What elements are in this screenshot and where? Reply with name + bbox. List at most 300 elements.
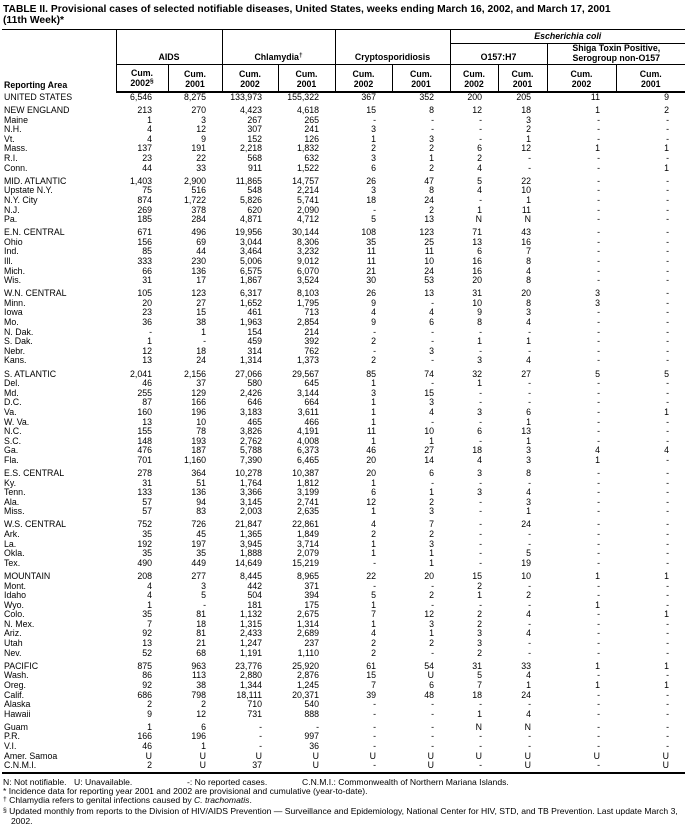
table-row [2,238,685,248]
value-cell: 731 [247,708,262,719]
value-cell: - [597,336,600,347]
value-cell: - [666,153,669,164]
value-cell: - [597,496,600,507]
value-cell: 1 [595,454,600,465]
value-cell: - [666,397,669,408]
value-cell: - [666,557,669,568]
value-cell: - [666,506,669,517]
value-cell: - [597,124,600,135]
value-cell: 4 [526,628,531,639]
value-cell: N [475,721,482,732]
value-cell: 2 [429,496,434,507]
value-cell: U [278,761,335,773]
value-cell: 8 [526,256,531,266]
value-cell: - [528,326,531,337]
value-cell: - [431,708,434,719]
area-cell: P.R. [4,731,20,742]
value-cell: - [431,731,434,742]
area-cell: Kans. [4,355,27,366]
value-cell: U [616,761,685,773]
table-row [2,408,685,418]
value-cell: 476 [137,445,152,456]
value-cell: 5 [201,590,206,601]
value-cell: 6 [429,317,434,328]
value-cell: 15 [366,105,376,116]
value-cell: 2 [477,580,482,591]
value-cell: 6 [371,162,376,173]
value-cell: 7 [371,679,376,690]
value-cell: 2,218 [239,143,262,154]
value-cell: 11 [521,204,531,215]
table-row [2,662,685,672]
value-cell: - [259,721,262,732]
value-cell: - [479,538,482,549]
value-cell: - [666,699,669,710]
value-cell: 192 [137,538,152,549]
value-cell: 1,403 [129,175,152,186]
value-cell: 2 [371,355,376,366]
table-row [2,488,685,498]
value-cell: 14,757 [292,175,319,186]
value-cell: 490 [137,557,152,568]
area-cell: N.Y. City [4,194,38,205]
value-cell: 392 [304,336,319,347]
value-cell: 46 [142,741,152,751]
value-cell: 9,012 [296,256,319,266]
value-cell: 2,041 [129,368,152,379]
value-cell: 160 [137,406,152,417]
value-cell: - [597,162,600,173]
value-cell: - [666,638,669,649]
value-cell: 1 [664,406,669,417]
table-row [2,299,685,309]
value-cell: 3 [429,618,434,629]
value-cell: 4 [526,265,531,276]
value-cell: 25,920 [292,660,319,671]
value-cell: 6,317 [239,288,262,299]
value-cell: 44 [196,246,206,257]
table-row [2,691,685,701]
value-cell: 6 [429,467,434,478]
value-cell: 1,522 [296,162,319,173]
value-cell: 2,426 [239,387,262,398]
area-cell: Vt. [4,133,15,144]
value-cell: 4 [147,590,152,601]
value-cell: 548 [247,185,262,196]
value-cell: 10 [521,185,531,196]
area-cell: Ala. [4,496,20,507]
value-cell: - [259,741,262,751]
value-cell: 752 [137,519,152,530]
value-cell: 237 [304,638,319,649]
value-cell: 1 [664,609,669,620]
value-cell: 14 [424,454,434,465]
value-cell: 265 [304,114,319,125]
value-cell: 1,110 [297,647,319,658]
value-cell: - [316,721,319,732]
value-cell: 1,867 [239,275,262,286]
value-cell: 241 [304,124,319,135]
area-cell: V.I. [4,741,17,751]
value-cell: 1 [477,336,482,347]
value-cell: 4,191 [296,426,319,437]
value-cell: - [479,599,482,610]
value-cell: - [479,548,482,559]
value-cell: 3 [526,307,531,318]
value-cell: 5,788 [239,445,262,456]
value-cell: - [666,548,669,559]
value-cell: 504 [247,590,262,601]
value-cell: 26 [366,288,376,299]
group-header-o157h7: O157:H7 [450,44,547,65]
value-cell: - [528,638,531,649]
value-cell: - [528,699,531,710]
value-cell: 18 [196,618,206,629]
value-cell: 31 [142,275,152,286]
value-cell: 57 [142,506,152,517]
value-cell: 18 [521,105,531,116]
value-cell: 44 [142,162,152,173]
area-cell: Upstate N.Y. [4,185,53,196]
cum-header-cell: Cum. 2001 [278,65,335,93]
value-cell: 81 [196,609,206,620]
value-cell: 24 [521,519,531,530]
value-cell: 87 [142,397,152,408]
value-cell: - [479,496,482,507]
table-row [2,206,685,216]
value-cell: 191 [191,143,206,154]
value-cell: 6 [477,143,482,154]
table-row [2,379,685,389]
value-cell: 2 [371,647,376,658]
value-cell: - [528,580,531,591]
value-cell: - [528,599,531,610]
value-cell: 12 [472,105,482,116]
value-cell: 3,611 [297,406,319,417]
value-cell: 78 [196,426,206,437]
value-cell: 465 [247,416,262,427]
value-cell: - [479,194,482,205]
value-cell: 9 [201,133,206,144]
value-cell: - [528,378,531,389]
value-cell: 8,965 [296,570,319,581]
value-cell: - [597,435,600,446]
value-cell: 1 [595,679,600,690]
table-row [2,710,685,720]
value-cell: 1 [664,679,669,690]
value-cell: 196 [191,406,206,417]
value-cell: 1,652 [239,297,262,308]
value-cell: 1 [429,628,434,639]
area-cell: Ohio [4,236,23,247]
value-cell: - [597,175,600,186]
table-row [2,247,685,257]
value-cell: 18 [366,194,376,205]
value-cell: - [528,618,531,629]
value-cell: 1 [477,378,482,389]
value-cell: 580 [247,378,262,389]
value-cell: 11,865 [235,175,262,186]
value-cell: 267 [247,114,262,125]
header-spacer-aids [116,30,222,44]
value-cell: 105 [137,288,152,299]
value-cell: 15 [196,307,206,318]
table-row [2,507,685,517]
value-cell: 185 [137,214,152,225]
value-cell: 19 [521,557,531,568]
legend-no-reported-cases: -: No reported cases. [187,776,268,787]
value-cell: 540 [304,699,319,710]
value-cell: 37 [222,761,278,773]
value-cell: 6 [477,426,482,437]
value-cell: 20 [424,570,434,581]
value-cell: 35 [142,609,152,620]
value-cell: 2,880 [239,670,262,681]
value-cell: 3 [371,153,376,164]
cum-header-cell: Cum. 2002§ [116,65,168,93]
value-cell: 3 [429,133,434,144]
value-cell: - [479,416,482,427]
value-cell: 1 [595,660,600,671]
area-cell: W.S. CENTRAL [4,519,67,530]
footnote-star: * Incidence data for reporting year 2001 and 2002 are provisional and cumulative (year-to-date). [3,785,368,796]
value-cell: 208 [137,570,152,581]
value-cell: 21,847 [235,519,262,530]
value-cell: - [373,345,376,356]
value-cell: - [528,647,531,658]
value-cell: 39 [366,689,376,700]
value-cell: 394 [304,590,319,601]
value-cell: - [666,175,669,186]
value-cell: 1,722 [183,194,206,205]
value-cell: 645 [304,378,319,389]
value-cell: 12 [142,345,152,356]
value-cell: 197 [191,538,206,549]
value-cell: - [597,487,600,498]
value-cell: 5 [595,368,600,379]
table-row [2,629,685,639]
value-cell: 46 [366,445,376,456]
value-cell: 123 [191,288,206,299]
value-cell: - [666,378,669,389]
area-cell: W.N. CENTRAL [4,288,67,299]
value-cell: - [666,256,669,266]
value-cell: - [597,345,600,356]
value-cell: - [597,580,600,591]
value-cell: 10 [472,297,482,308]
value-cell: 6 [526,406,531,417]
area-cell: Miss. [4,506,25,517]
value-cell: - [431,124,434,135]
value-cell: 155,322 [287,92,319,102]
value-cell: 2,635 [296,506,319,517]
area-cell: Hawaii [4,708,31,719]
value-cell: - [431,378,434,389]
value-cell: 664 [304,397,319,408]
value-cell: 3 [477,487,482,498]
value-cell: 1 [595,143,600,154]
value-cell: - [479,731,482,742]
value-cell: 1,832 [296,143,319,154]
value-cell: - [597,236,600,247]
value-cell: 23 [142,307,152,318]
value-cell: 6 [429,679,434,690]
area-cell: Mich. [4,265,26,276]
value-cell: N [524,721,531,732]
table-row [2,276,685,286]
table-row [2,572,685,582]
value-cell: 646 [247,397,262,408]
value-cell: - [597,467,600,478]
value-cell: 2 [429,162,434,173]
value-cell: - [597,699,600,710]
value-cell: 8 [429,185,434,196]
value-cell: - [597,529,600,540]
value-cell: 713 [304,307,319,318]
value-cell: - [528,162,531,173]
value-cell: U [312,750,319,761]
value-cell: - [666,288,669,299]
value-cell: 7 [147,618,152,629]
value-cell: 27,066 [235,368,262,379]
value-cell: U [498,761,547,773]
value-cell: - [666,355,669,366]
value-cell: - [259,731,262,742]
value-cell: - [431,416,434,427]
value-cell: - [597,227,600,238]
value-cell: 3 [595,288,600,299]
value-cell: 3,145 [239,496,262,507]
area-cell: S.C. [4,435,22,446]
value-cell: 2 [371,143,376,154]
value-cell: 1 [526,416,531,427]
area-cell: NEW ENGLAND [4,105,70,116]
value-cell: 2,675 [296,609,319,620]
value-cell: - [597,721,600,732]
value-cell: - [431,297,434,308]
value-cell: 29,567 [292,368,319,379]
value-cell: 213 [137,105,152,116]
value-cell: 710 [247,699,262,710]
value-cell: 5,741 [296,194,319,205]
value-cell: 2,854 [296,317,319,328]
value-cell: - [666,185,669,196]
area-cell: Calif. [4,689,25,700]
value-cell: 333 [137,256,152,266]
value-cell: 2 [371,638,376,649]
value-cell: 18 [196,345,206,356]
value-cell: - [666,236,669,247]
value-cell: - [373,731,376,742]
value-cell: 4 [371,307,376,318]
value-cell: - [666,599,669,610]
value-cell: 35 [142,548,152,559]
value-cell: 18,111 [236,689,262,700]
value-cell: 5 [477,175,482,186]
value-cell: 1,245 [296,679,319,690]
value-cell: 3 [371,124,376,135]
value-cell: 1 [664,660,669,671]
value-cell: 152 [247,133,262,144]
value-cell: - [431,477,434,488]
value-cell: 875 [137,660,152,671]
value-cell: 2,762 [239,435,262,446]
value-cell: 32 [472,368,482,379]
value-cell: - [666,435,669,446]
value-cell: 1 [147,599,152,610]
value-cell: 24 [424,194,434,205]
value-cell: 133,973 [230,92,262,102]
value-cell: - [597,689,600,700]
value-cell: 1 [477,204,482,215]
value-cell: 23 [142,153,152,164]
area-cell: Wyo. [4,599,24,610]
value-cell: - [666,731,669,742]
value-cell: - [597,416,600,427]
value-cell: 3,826 [239,426,262,437]
value-cell: 187 [191,445,206,456]
area-cell: N.H. [4,124,22,135]
value-cell: 113 [191,670,206,681]
value-cell: 6 [371,487,376,498]
value-cell: - [666,387,669,398]
value-cell: - [597,731,600,742]
value-cell: - [479,133,482,144]
value-cell: - [666,307,669,318]
value-cell: - [597,185,600,196]
value-cell: 1 [147,336,152,347]
value-cell: 3 [477,406,482,417]
table-row [2,456,685,466]
value-cell: - [597,618,600,629]
value-cell: - [373,721,376,732]
value-cell: 1 [595,599,600,610]
value-cell: - [666,246,669,257]
value-cell: 762 [304,345,319,356]
value-cell: 92 [142,679,152,690]
value-cell: 1 [526,506,531,517]
value-cell: 46 [142,378,152,389]
header-spacer-chlamydia [222,30,335,44]
area-cell: MID. ATLANTIC [4,175,67,186]
table-header [2,30,685,93]
value-cell: 1,191 [239,647,262,658]
value-cell: 24 [196,355,206,366]
value-cell: - [597,628,600,639]
value-cell: 5 [371,214,376,225]
value-cell: 2 [664,105,669,116]
value-cell: U [593,750,600,761]
footnote-dagger: † Chlamydia refers to genital infections caused by C. trachomatis. [3,794,252,805]
value-cell: - [479,124,482,135]
area-cell: Amer. Samoa [4,750,58,761]
value-cell: - [666,454,669,465]
value-cell: 1 [429,435,434,446]
value-cell: N [524,214,531,225]
value-cell: 2 [116,761,168,773]
value-cell: 86 [142,670,152,681]
table-row [2,318,685,328]
value-cell: 22 [366,570,376,581]
area-cell: R.I. [4,153,18,164]
table-row [2,437,685,447]
value-cell: 12 [521,143,531,154]
value-cell: 27 [521,368,531,379]
value-cell: 14,649 [235,557,262,568]
area-cell: Mass. [4,143,28,154]
value-cell: 68 [196,647,206,658]
area-cell: Tex. [4,557,21,568]
